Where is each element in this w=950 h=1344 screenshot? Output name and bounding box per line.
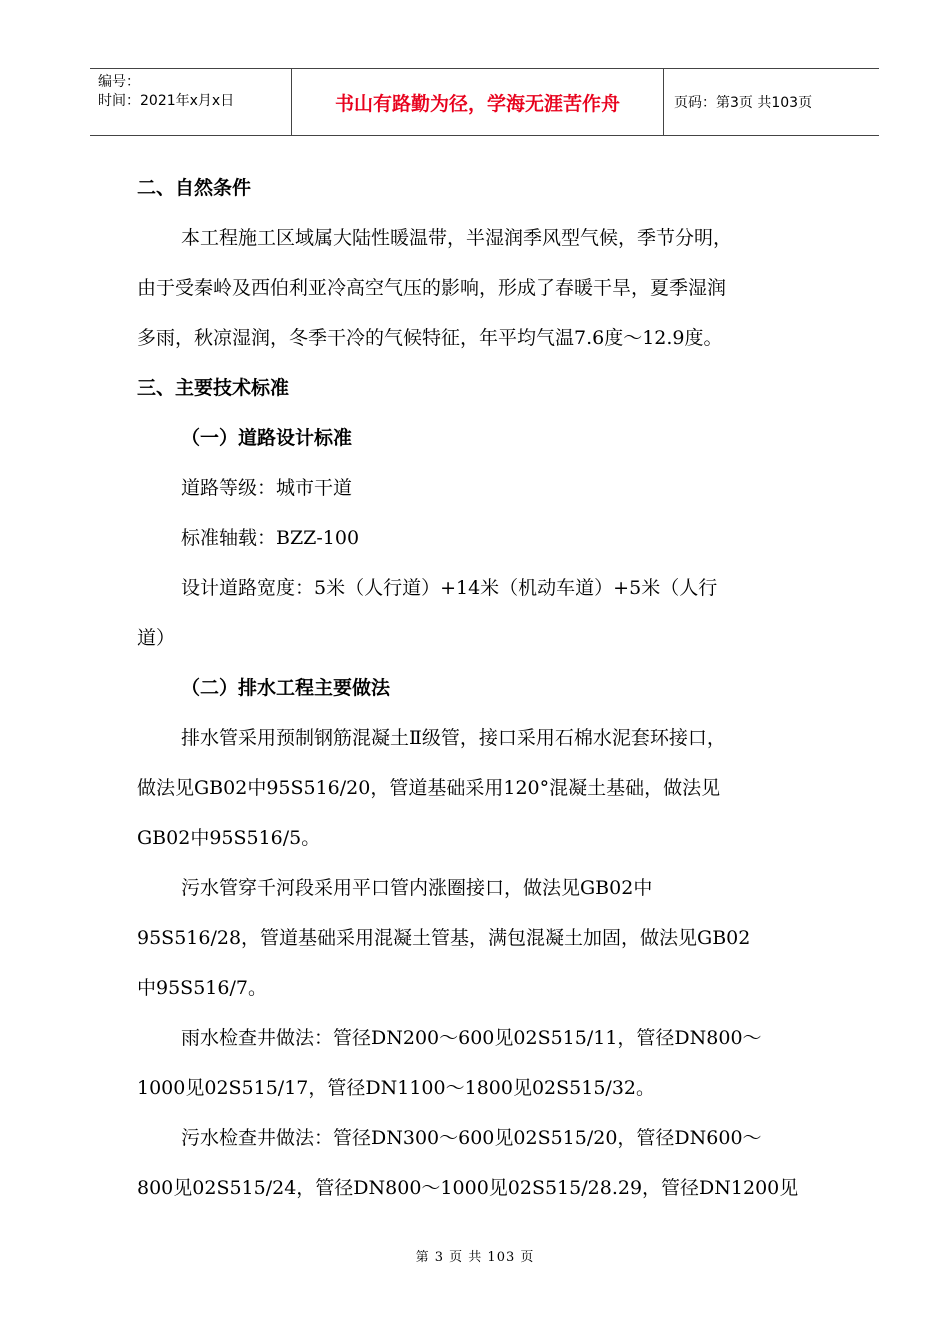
- section-heading: （一）道路设计标准: [181, 427, 353, 449]
- paragraph-line: 多雨，秋凉湿润，冬季干冷的气候特征，年平均气温7.6度～12.9度。: [137, 327, 723, 349]
- header-meta: [90, 69, 292, 135]
- paragraph-line: 中95S516/7。: [137, 977, 267, 999]
- header-motto: 书山有路勤为径，学海无涯苦作舟: [292, 69, 664, 135]
- paragraph-line: 做法见GB02中95S516/20，管道基础采用120°混凝土基础，做法见: [137, 777, 721, 799]
- paragraph-line: 本工程施工区域属大陆性暖温带，半湿润季风型气候，季节分明，: [181, 227, 733, 249]
- paragraph-line: 95S516/28，管道基础采用混凝土管基，满包混凝土加固，做法见GB02: [137, 927, 751, 949]
- header-page-info: 页码：第3页 共103页: [674, 95, 813, 111]
- section-heading: （二）排水工程主要做法: [181, 677, 391, 699]
- serial-label: 编号：: [98, 74, 140, 90]
- paragraph-line: 雨水检查井做法：管径DN200～600见02S515/11，管径DN800～: [181, 1027, 762, 1049]
- paragraph-line: 设计道路宽度：5米（人行道）+14米（机动车道）+5米（人行: [181, 577, 718, 599]
- page-footer: 第 3 页 共 103 页: [415, 1250, 535, 1265]
- paragraph-line: 道）: [137, 627, 176, 649]
- paragraph-line: 道路等级：城市干道: [181, 477, 353, 499]
- time-label: 时间：2021年x月x日: [98, 93, 235, 109]
- paragraph-line: 1000见02S515/17，管径DN1100～1800见02S515/32。: [137, 1077, 655, 1099]
- paragraph-line: 800见02S515/24，管径DN800～1000见02S515/28.29，管径DN1200见: [137, 1177, 799, 1199]
- document-body: [137, 163, 837, 1213]
- paragraph-line: 由于受秦岭及西伯利亚冷高空气压的影响，形成了春暖干旱，夏季湿润: [137, 277, 727, 299]
- paragraph-line: 污水管穿千河段采用平口管内涨圈接口，做法见GB02中: [181, 877, 653, 899]
- paragraph-line: 污水检查井做法：管径DN300～600见02S515/20，管径DN600～: [181, 1127, 762, 1149]
- paragraph-line: GB02中95S516/5。: [137, 827, 321, 849]
- section-heading: 三、主要技术标准: [137, 377, 290, 399]
- page-header: [90, 68, 879, 136]
- paragraph-line: 排水管采用预制钢筋混凝土Ⅱ级管，接口采用石棉水泥套环接口，: [181, 727, 726, 749]
- section-heading: 二、自然条件: [137, 177, 252, 199]
- paragraph-line: 标准轴载：BZZ-100: [181, 527, 360, 549]
